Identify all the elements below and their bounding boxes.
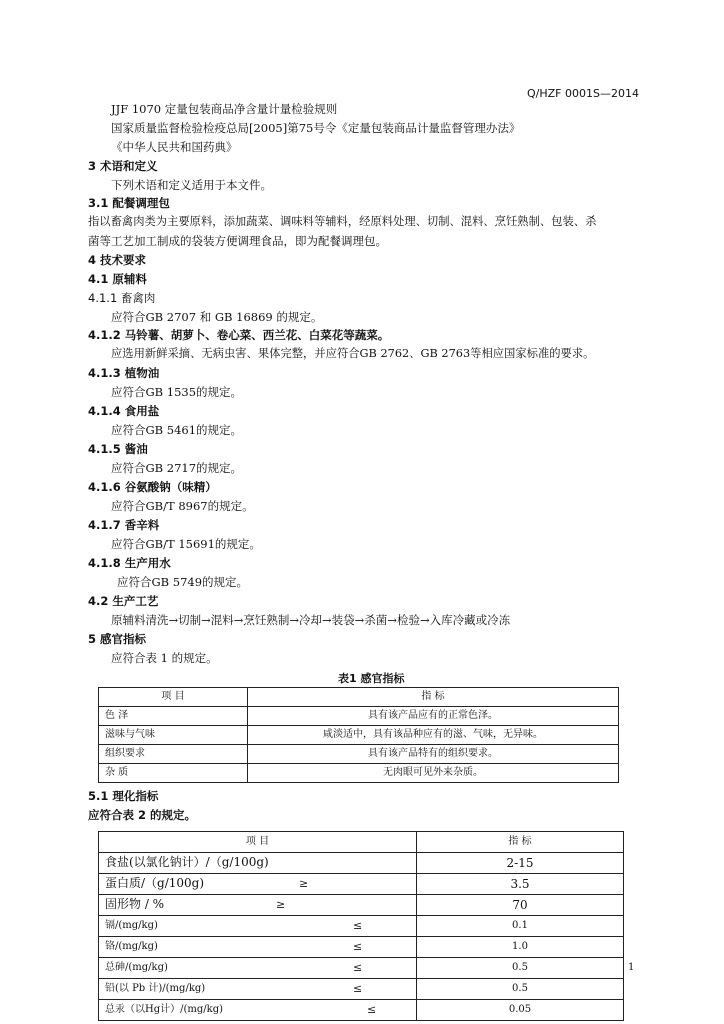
ref-order75: 国家质量监督检验检疫总局[2005]第75号令《定量包装商品计量监督管理办法》 (111, 121, 521, 135)
section-4-heading: 4 技术要求 (88, 253, 147, 267)
table-1-title: 表1 感官指标 (338, 672, 405, 685)
item-4-1-3-body: 应符合GB 1535的规定。 (111, 385, 243, 399)
row-value: 70 (417, 895, 624, 916)
table-cell (99, 853, 417, 874)
row-name: 总汞（以Hg计）/(mg/kg) (105, 1004, 224, 1015)
page-number: 1 (628, 962, 635, 973)
item-4-1-2-heading: 4.1.2 马铃薯、胡萝卜、卷心菜、西兰花、白菜花等蔬菜。 (88, 328, 390, 342)
table-cell (99, 916, 417, 937)
table-row (99, 937, 624, 958)
row-symbol: ≥ (299, 877, 309, 890)
table-cell: 滋味与气味 (99, 726, 248, 745)
item-4-1-4-body: 应符合GB 5461的规定。 (111, 423, 243, 437)
item-4-1-6-heading: 4.1.6 谷氨酸钠（味精） (88, 480, 217, 494)
row-symbol: ≥ (276, 898, 286, 911)
table-cell: 具有该产品应有的正常色泽。 (248, 707, 619, 726)
standard-code: Q/HZF 0001S—2014 (527, 87, 639, 100)
definition-line-2: 菌等工艺加工制成的袋装方便调理食品，即为配餐调理包。 (88, 234, 387, 248)
definition-line-1: 指以畜禽肉类为主要原料，添加蔬菜、调味料等辅料，经原料处理、切制、混料、烹饪熟制、包装、杀 (88, 215, 597, 228)
item-4-1-5-body: 应符合GB 2717的规定。 (111, 461, 243, 475)
table-header-cell: 项 目 (99, 688, 248, 707)
table-row (99, 916, 624, 937)
table-cell: 色 泽 (99, 707, 248, 726)
section-4-2-heading: 4.2 生产工艺 (88, 594, 159, 608)
table-cell: 杂 质 (99, 764, 248, 783)
table-cell (99, 958, 417, 979)
sensory-table (98, 687, 619, 783)
row-name: 铬/(mg/kg) (105, 941, 158, 952)
section-3-intro: 下列术语和定义适用于本文件。 (111, 178, 272, 192)
item-4-1-1-heading: 4.1.1 畜禽肉 (88, 291, 156, 305)
row-value: 0.5 (417, 979, 624, 1000)
item-4-1-7-heading: 4.1.7 香辛料 (88, 518, 160, 532)
item-4-1-2-body: 应选用新鲜采摘、无病虫害、果体完整，并应符合GB 2762、GB 2763等相应国家标准的要求。 (111, 347, 595, 360)
table-cell (99, 895, 417, 916)
table-row (99, 874, 624, 895)
table-row (99, 745, 619, 764)
row-value: 0.05 (417, 1000, 624, 1021)
ref-pharmacopoeia: 《中华人民共和国药典》 (111, 140, 238, 154)
row-name: 食盐(以氯化钠计）/（g/100g) (105, 855, 269, 869)
ref-jjf1070: JJF 1070 定量包装商品净含量计量检验规则 (111, 102, 338, 116)
table-row (99, 853, 624, 874)
table-header-cell: 指 标 (417, 832, 624, 853)
item-4-1-7-body: 应符合GB/T 15691的规定。 (111, 537, 261, 551)
item-4-1-5-heading: 4.1.5 酱油 (88, 442, 148, 456)
row-name: 铅(以 Pb 计)/(mg/kg) (105, 983, 206, 994)
table-cell: 咸淡适中，具有该品种应有的滋、气味，无异味。 (248, 726, 619, 745)
row-symbol: ≤ (353, 919, 363, 932)
item-4-1-4-heading: 4.1.4 食用盐 (88, 404, 160, 418)
table-row (99, 1000, 624, 1021)
row-symbol: ≤ (353, 961, 363, 974)
item-4-1-1-body: 应符合GB 2707 和 GB 16869 的规定。 (111, 310, 323, 324)
table-header-cell: 指 标 (248, 688, 619, 707)
table-cell (99, 1000, 417, 1021)
table-header-row (99, 688, 619, 707)
row-symbol: ≤ (353, 940, 363, 953)
row-symbol: ≤ (367, 1003, 377, 1016)
table-row (99, 958, 624, 979)
row-value: 0.5 (417, 958, 624, 979)
process-flow: 原辅料清洗→切制→混料→烹饪熟制→冷却→装袋→杀菌→检验→入库冷藏或冷冻 (111, 613, 511, 627)
table-cell: 组织要求 (99, 745, 248, 764)
section-5-1-heading: 5.1 理化指标 (88, 789, 159, 803)
item-4-1-3-heading: 4.1.3 植物油 (88, 366, 160, 380)
item-4-1-6-body: 应符合GB/T 8967的规定。 (111, 499, 254, 513)
row-name: 蛋白质/（g/100g) (105, 876, 205, 890)
row-symbol: ≤ (353, 982, 363, 995)
section-4-1-heading: 4.1 原辅料 (88, 272, 147, 286)
table-cell (99, 937, 417, 958)
table-cell (99, 979, 417, 1000)
section-3-heading: 3 术语和定义 (88, 159, 158, 173)
row-value: 3.5 (417, 874, 624, 895)
section-3-1-heading: 3.1 配餐调理包 (88, 196, 170, 210)
row-value: 1.0 (417, 937, 624, 958)
item-4-1-8-body: 应符合GB 5749的规定。 (117, 575, 249, 589)
item-4-1-8-heading: 4.1.8 生产用水 (88, 556, 171, 570)
table-cell: 无肉眼可见外来杂质。 (248, 764, 619, 783)
physicochemical-table (98, 831, 624, 1021)
table-row (99, 895, 624, 916)
row-value: 2-15 (417, 853, 624, 874)
section-5-heading: 5 感官指标 (88, 632, 147, 646)
table-cell (99, 874, 417, 895)
table-row (99, 979, 624, 1000)
section-5-1-intro: 应符合表 2 的规定。 (88, 808, 197, 822)
table-row (99, 764, 619, 783)
table-row (99, 726, 619, 745)
table-header-cell: 项 目 (99, 832, 417, 853)
table-cell: 具有该产品特有的组织要求。 (248, 745, 619, 764)
table-row (99, 707, 619, 726)
section-5-intro: 应符合表 1 的规定。 (111, 651, 218, 665)
row-name: 固形物 / % (105, 897, 165, 911)
row-name: 总砷/(mg/kg) (105, 962, 168, 973)
row-name: 镉/(mg/kg) (105, 920, 158, 931)
row-value: 0.1 (417, 916, 624, 937)
table-header-row (99, 832, 624, 853)
